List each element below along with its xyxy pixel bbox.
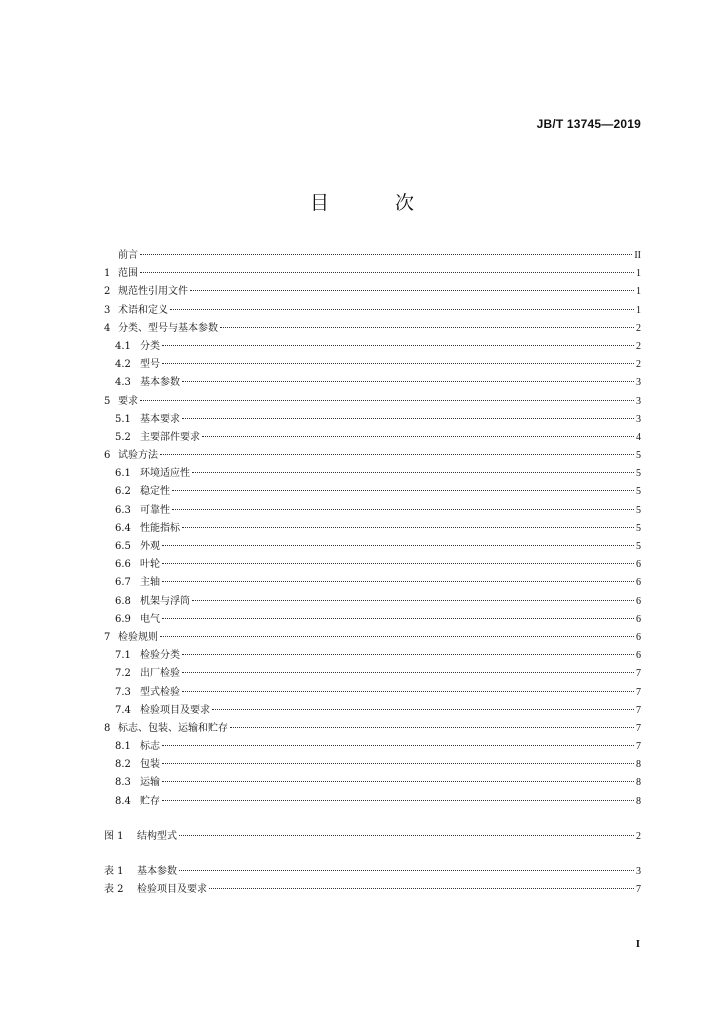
dot-leader bbox=[182, 418, 634, 419]
dot-leader bbox=[192, 600, 634, 601]
toc-entry[interactable] bbox=[104, 356, 641, 374]
toc-entry[interactable] bbox=[104, 520, 641, 538]
toc-entry-page: 5 bbox=[636, 468, 641, 480]
dot-leader bbox=[140, 254, 632, 255]
toc-entry-page: 4 bbox=[636, 431, 641, 443]
toc-entry-title: 规范性引用文件 bbox=[118, 286, 188, 298]
toc-entry-title: 主要部件要求 bbox=[140, 431, 200, 443]
dot-leader bbox=[190, 290, 634, 291]
toc-entry[interactable] bbox=[104, 302, 641, 320]
toc-entry-title: 型号 bbox=[140, 359, 160, 371]
toc-entries bbox=[104, 247, 641, 811]
toc-entry-page: 6 bbox=[636, 559, 641, 571]
toc-entry[interactable] bbox=[104, 283, 641, 301]
toc-entry-number: 4.2 bbox=[115, 359, 131, 371]
toc-entry-page: 7 bbox=[636, 884, 641, 896]
toc-entry-title: 要求 bbox=[118, 395, 138, 407]
toc-entry-title: 检验项目及要求 bbox=[140, 704, 210, 716]
toc-entry-number: 6.4 bbox=[115, 522, 131, 534]
toc-entry-number: 4.1 bbox=[115, 340, 131, 352]
toc-entry-title: 标志 bbox=[140, 741, 160, 753]
table-of-contents bbox=[104, 247, 641, 899]
toc-entry-number: 4 bbox=[104, 322, 111, 334]
toc-entry-number: 表 1 bbox=[104, 866, 124, 877]
dot-leader bbox=[162, 800, 634, 801]
page-title: 目 次 bbox=[309, 192, 445, 214]
toc-entry-page: 3 bbox=[636, 413, 641, 425]
toc-entry-page: 5 bbox=[636, 522, 641, 534]
toc-entry-title: 稳定性 bbox=[140, 486, 170, 498]
toc-entry[interactable] bbox=[104, 247, 641, 265]
toc-entry-title: 基本参数 bbox=[140, 377, 180, 389]
toc-entry-title: 试验方法 bbox=[118, 450, 158, 462]
dot-leader bbox=[162, 345, 634, 346]
toc-entry-number: 6.2 bbox=[115, 486, 131, 498]
toc-entry[interactable] bbox=[104, 429, 641, 447]
toc-entry[interactable] bbox=[104, 665, 641, 683]
toc-entry[interactable] bbox=[104, 611, 641, 629]
toc-entry-page: 5 bbox=[636, 504, 641, 516]
toc-entry-number: 4.3 bbox=[115, 377, 131, 389]
toc-entry-title: 基本要求 bbox=[140, 413, 180, 425]
dot-leader bbox=[230, 727, 634, 728]
dot-leader bbox=[172, 509, 634, 510]
dot-leader bbox=[162, 781, 634, 782]
toc-entry-number: 5.1 bbox=[115, 413, 131, 425]
dot-leader bbox=[209, 888, 634, 889]
toc-entry-page: 7 bbox=[636, 668, 641, 680]
toc-entry-page: 6 bbox=[636, 577, 641, 589]
toc-entry-title: 性能指标 bbox=[140, 522, 180, 534]
toc-entry-number: 6.7 bbox=[115, 577, 131, 589]
toc-entry[interactable] bbox=[104, 774, 641, 792]
toc-entry-number: 8.3 bbox=[115, 777, 131, 789]
toc-entry-page: 2 bbox=[636, 830, 641, 842]
toc-caption-entry[interactable] bbox=[104, 863, 641, 881]
toc-entry-number: 7.2 bbox=[115, 668, 131, 680]
toc-entry[interactable] bbox=[104, 647, 641, 665]
toc-entry-page: 3 bbox=[636, 377, 641, 389]
dot-leader bbox=[162, 618, 634, 619]
toc-entry-page: 2 bbox=[636, 322, 641, 334]
toc-entry-title: 出厂检验 bbox=[140, 668, 180, 680]
toc-entry[interactable] bbox=[104, 756, 641, 774]
toc-entry[interactable] bbox=[104, 483, 641, 501]
dot-leader bbox=[162, 581, 634, 582]
toc-entry[interactable] bbox=[104, 320, 641, 338]
toc-entry-title: 运输 bbox=[140, 777, 160, 789]
toc-entry[interactable] bbox=[104, 720, 641, 738]
toc-entry-title: 电气 bbox=[140, 613, 160, 625]
dot-leader bbox=[172, 490, 634, 491]
toc-entry-number: 7.4 bbox=[115, 704, 131, 716]
toc-entry-number: 7.1 bbox=[115, 650, 131, 662]
toc-caption-entry[interactable] bbox=[104, 881, 641, 899]
dot-leader bbox=[140, 272, 634, 273]
dot-leader bbox=[179, 835, 634, 836]
toc-entry[interactable] bbox=[104, 338, 641, 356]
toc-figures bbox=[104, 828, 641, 846]
toc-entry-page: 5 bbox=[636, 541, 641, 552]
dot-leader bbox=[202, 436, 634, 437]
toc-entry-number: 8.1 bbox=[115, 741, 131, 753]
toc-entry-title: 范围 bbox=[118, 268, 138, 280]
dot-leader bbox=[162, 763, 634, 764]
toc-entry-page: 1 bbox=[636, 304, 641, 316]
toc-entry-number: 6.8 bbox=[115, 595, 131, 607]
toc-entry-title: 结构型式 bbox=[137, 830, 177, 842]
dot-leader bbox=[179, 870, 634, 871]
toc-entry[interactable] bbox=[104, 574, 641, 592]
toc-entry[interactable] bbox=[104, 793, 641, 811]
toc-spacer bbox=[104, 846, 641, 863]
toc-entry-number: 6.1 bbox=[115, 468, 131, 480]
dot-leader bbox=[192, 472, 634, 473]
toc-entry[interactable] bbox=[104, 265, 641, 283]
toc-entry[interactable] bbox=[104, 502, 641, 520]
toc-entry-page: 7 bbox=[636, 741, 641, 753]
dot-leader bbox=[162, 545, 634, 546]
toc-entry-page: 7 bbox=[636, 686, 641, 698]
toc-entry-title: 主轴 bbox=[140, 577, 160, 589]
toc-entry-page: 6 bbox=[636, 613, 641, 625]
dot-leader bbox=[170, 309, 634, 310]
toc-entry[interactable] bbox=[104, 447, 641, 465]
toc-entry-title: 外观 bbox=[140, 541, 160, 552]
toc-entry-number: 6.5 bbox=[115, 541, 131, 552]
toc-entry[interactable] bbox=[104, 702, 641, 720]
toc-entry-page: 1 bbox=[636, 286, 641, 298]
toc-entry-number: 7.3 bbox=[115, 686, 131, 698]
toc-entry-page: II bbox=[634, 250, 641, 261]
toc-entry-number: 6.3 bbox=[115, 504, 131, 516]
toc-entry-title: 可靠性 bbox=[140, 504, 170, 516]
toc-entry-page: 6 bbox=[636, 595, 641, 607]
toc-entry-number: 5.2 bbox=[115, 431, 131, 443]
dot-leader bbox=[140, 400, 634, 401]
toc-entry-title: 前言 bbox=[118, 250, 138, 261]
toc-entry-page: 8 bbox=[636, 759, 641, 771]
dot-leader bbox=[160, 636, 634, 637]
toc-tables bbox=[104, 863, 641, 899]
toc-entry[interactable] bbox=[104, 684, 641, 702]
toc-entry-number: 6.6 bbox=[115, 559, 131, 571]
dot-leader bbox=[162, 745, 634, 746]
toc-entry-title: 标志、包装、运输和贮存 bbox=[118, 722, 228, 734]
toc-entry-number: 7 bbox=[104, 631, 111, 643]
page-number: I bbox=[635, 938, 640, 950]
toc-entry-number: 8.4 bbox=[115, 795, 131, 807]
dot-leader bbox=[182, 381, 634, 382]
toc-entry-page: 3 bbox=[636, 866, 641, 877]
toc-entry-page: 2 bbox=[636, 340, 641, 352]
dot-leader bbox=[212, 709, 634, 710]
dot-leader bbox=[162, 563, 634, 564]
toc-entry-title: 贮存 bbox=[140, 795, 160, 807]
toc-spacer bbox=[104, 811, 641, 828]
toc-caption-entry[interactable] bbox=[104, 828, 641, 846]
toc-entry-title: 机架与浮筒 bbox=[140, 595, 190, 607]
toc-entry-page: 8 bbox=[636, 777, 641, 789]
toc-entry-page: 5 bbox=[636, 450, 641, 462]
toc-entry-page: 3 bbox=[636, 395, 641, 407]
toc-entry-title: 叶轮 bbox=[140, 559, 160, 571]
toc-entry[interactable] bbox=[104, 556, 641, 574]
toc-entry-title: 分类、型号与基本参数 bbox=[118, 322, 218, 334]
toc-entry-title: 术语和定义 bbox=[118, 304, 168, 316]
toc-entry[interactable] bbox=[104, 411, 641, 429]
toc-entry-title: 环境适应性 bbox=[140, 468, 190, 480]
toc-entry[interactable] bbox=[104, 465, 641, 483]
toc-entry-number: 1 bbox=[104, 268, 111, 280]
toc-entry-title: 检验项目及要求 bbox=[137, 884, 207, 896]
toc-entry-page: 1 bbox=[636, 268, 641, 280]
toc-entry-number: 6.9 bbox=[115, 613, 131, 625]
dot-leader bbox=[182, 691, 634, 692]
toc-entry[interactable] bbox=[104, 393, 641, 411]
toc-entry-page: 7 bbox=[636, 704, 641, 716]
dot-leader bbox=[182, 672, 634, 673]
toc-entry-title: 基本参数 bbox=[137, 866, 177, 877]
toc-entry[interactable] bbox=[104, 738, 641, 756]
toc-entry-number: 2 bbox=[104, 286, 111, 298]
standard-code: JB/T 13745—2019 bbox=[536, 117, 641, 131]
toc-entry-number: 8.2 bbox=[115, 759, 131, 771]
toc-entry-title: 检验分类 bbox=[140, 650, 180, 662]
toc-entry-title: 包装 bbox=[140, 759, 160, 771]
toc-entry-number: 3 bbox=[104, 304, 111, 316]
toc-entry-title: 型式检验 bbox=[140, 686, 180, 698]
dot-leader bbox=[160, 454, 634, 455]
toc-entry-number: 图 1 bbox=[104, 830, 124, 842]
dot-leader bbox=[220, 327, 634, 328]
dot-leader bbox=[182, 654, 634, 655]
toc-entry-page: 5 bbox=[636, 486, 641, 498]
toc-entry-number: 5 bbox=[104, 395, 111, 407]
toc-entry-number: 6 bbox=[104, 450, 111, 462]
dot-leader bbox=[162, 363, 634, 364]
toc-entry-number: 表 2 bbox=[104, 884, 124, 896]
toc-entry-title: 分类 bbox=[140, 340, 160, 352]
toc-entry[interactable] bbox=[104, 538, 641, 556]
toc-entry-page: 2 bbox=[636, 359, 641, 371]
toc-entry[interactable] bbox=[104, 593, 641, 611]
toc-entry-page: 8 bbox=[636, 795, 641, 807]
toc-entry[interactable] bbox=[104, 629, 641, 647]
dot-leader bbox=[182, 527, 634, 528]
toc-entry-page: 6 bbox=[636, 650, 641, 662]
toc-entry-page: 7 bbox=[636, 722, 641, 734]
toc-entry[interactable] bbox=[104, 374, 641, 392]
toc-entry-number: 8 bbox=[104, 722, 111, 734]
toc-entry-title: 检验规则 bbox=[118, 631, 158, 643]
toc-entry-page: 6 bbox=[636, 631, 641, 643]
